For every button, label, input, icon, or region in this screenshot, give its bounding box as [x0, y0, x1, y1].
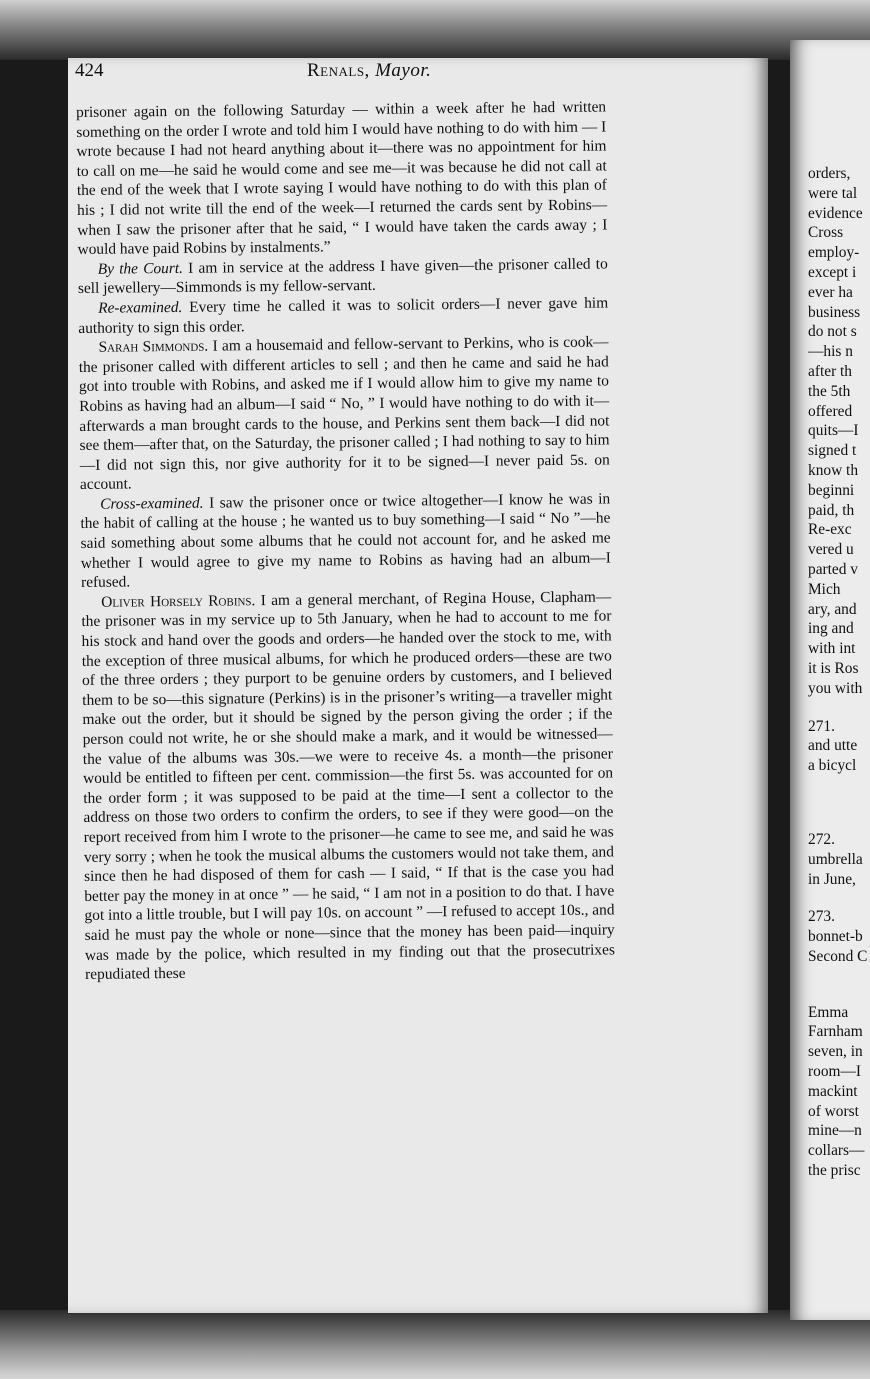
right-page-line: ever ha [808, 283, 853, 301]
speaker-label: By the Court. [97, 259, 184, 278]
right-page-line: parted v [808, 560, 858, 578]
right-page-line: bonnet-b [808, 928, 863, 946]
right-page-line: seven, in [808, 1043, 863, 1061]
paragraph [76, 97, 608, 259]
right-page-line: business [808, 303, 861, 321]
right-page-line: 271. [808, 717, 835, 735]
right-page-line: ary, and [808, 600, 857, 618]
paragraph [78, 333, 610, 495]
right-page-line: vered u [808, 541, 854, 559]
section-gap [808, 812, 870, 830]
paragraph-text: I am a general merchant, of Regina House, Clapham—the prisoner was in my service up to 5th January, when he had to account to me for his stock and hand over the goods and orders—he handed over the stock to me, with the exception of three musical albums, for which he produced orders—these are two of the three orders ; they purport to be genuine orders by customers, and I believed them to be so—this signature (Perkins) is in the prisoner’s writing—a traveller might make out the order, but it should be signed by the person giving the order ; if the person could not write, he or she should make a mark, and it would be witnessed—the value of the albums was 30s.—we were to receive 4s. a month—the prisoner would be entitled to fifteen per cent. commission—the first 5s. was accounted for on the order form ; it was supposed to be paid at the time—I sent a collector to the address on those two orders to confirm the orders, to see if they were good—on the report received from him I wrote to the prisoner—he came to see me, and said he was very sorry ; when he took the musical albums the customers would not take them, and since then he had disposed of them for cash — I said, “ If that is the case you had better pay the money in at once ” — he said, “ I am not in a position to do that. I have got into a little trouble, but I will pay 10s. on account ” —I refused to accept 10s., and said he must pay the whole or none—since that the money has been paid—inquiry was made by the police, which resulted in my finding out that the prosecutrixes repudiated these [81, 588, 615, 984]
right-page-line: employ- [808, 244, 860, 262]
right-page-line: Cross [808, 224, 844, 242]
right-page-line: evidence [808, 204, 863, 222]
right-page-line: a bicycl [808, 757, 857, 775]
right-page-line: of worst [808, 1102, 859, 1120]
paragraph [81, 587, 615, 984]
running-head-title: Mayor. [375, 60, 432, 81]
right-page-line: it is Ros [808, 659, 859, 677]
page-header [75, 60, 635, 82]
right-page-line: know th [808, 461, 859, 479]
speaker-label: Cross-examined. [100, 494, 204, 513]
right-page-line: were tal [808, 184, 858, 202]
section-gap [808, 967, 870, 985]
right-page-line: collars— [808, 1142, 865, 1160]
paragraph-text: prisoner again on the following Saturday — within a week after he had written something on the order I wrote and told him I would have nothing to do with him — I wrote because I had not heard anything about it—there was no appointment for him to call on me—he said he would come and see me—it was because he did not call at the end of the week that I wrote saying I would have nothing to do with this plan of his ; I did not write till the end of the week—I returned the cards sent by Robins—when I saw the prisoner after that he said, “ I would have taken the cards away ; I would have paid Robins by instalments.” [76, 98, 608, 259]
right-page-line: the prisc [808, 1162, 861, 1180]
right-page-line: and utte [808, 737, 858, 755]
paragraph-text: I am a housemaid and fellow-servant to Perkins, who is cook—the prisoner called with different articles to sell ; and then he came and said he had got into trouble with Robins, and asked me if I would allow him to give my name to Robins as having had an album—I said “ No, ” I would have nothing to do with it—afterwards a man brought cards to the house, and Perkins sent them back—I did not see them—after that, on the Saturday, the prisoner called ; I had nothing to say to him—I did not sign this, nor give authority for it to be signed—I never paid 5s. on account. [78, 333, 610, 494]
right-page-line: Mich [808, 580, 841, 598]
right-page-line: the 5th [808, 382, 851, 400]
paragraph [78, 254, 608, 299]
section-gap [808, 889, 870, 907]
right-page-line: offered [808, 402, 853, 420]
right-page-line: mackint [808, 1082, 858, 1100]
running-head-name: Renals, [307, 60, 370, 81]
right-page-line: —his n [808, 343, 853, 361]
right-page-line: beginni [808, 481, 855, 499]
right-page-line: umbrella [808, 850, 863, 868]
right-page-line: after th [808, 362, 853, 380]
right-page-line: you with [808, 679, 863, 697]
right-page-line: except i [808, 263, 857, 281]
right-page-line: Re-exc [808, 521, 852, 539]
right-page-line: mine—n [808, 1122, 862, 1140]
right-page-line: signed t [808, 442, 857, 460]
section-gap [808, 699, 870, 717]
right-page-line: with int [808, 640, 856, 658]
right-page-line: in June, [808, 870, 856, 888]
right-page-line: Second C [808, 947, 868, 965]
page-number: 424 [75, 60, 104, 81]
book-top-edge [0, 0, 870, 60]
paragraph-text: I saw the prisoner once or twice altogether—I know he was in the habit of calling at the house ; he wanted us to buy something—I said “ No ”—he said something about some albums that he could not account for, and he asked me whether I would agree to give my name to Robins as having had an album—I refused. [80, 490, 611, 592]
witness-name: Sarah Simmonds. [98, 337, 209, 356]
section-gap [808, 776, 870, 794]
running-head [307, 60, 431, 82]
right-page-line: room—I [808, 1063, 862, 1081]
right-page-line: Farnham [808, 1023, 863, 1041]
right-page-text [808, 164, 870, 1181]
right-page-line: quits—I [808, 422, 859, 440]
right-page [790, 40, 870, 1320]
paragraph-text: Every time he called it was to solicit orders—I never gave him authority to sign this order. [78, 294, 609, 337]
right-page-line: do not s [808, 323, 857, 341]
right-page-line: 273. [808, 908, 835, 926]
right-page-line: 272. [808, 830, 835, 848]
section-gap [808, 985, 870, 1003]
paragraph [78, 293, 608, 338]
page-body-text [76, 97, 615, 984]
paragraph-text: I am in service at the address I have given—the prisoner called to sell jewellery—Simmonds is my fellow-servant. [77, 255, 608, 298]
book-bottom-edge [0, 1310, 870, 1379]
right-page-line: ing and [808, 620, 854, 638]
speaker-label: Re-examined. [98, 298, 183, 317]
right-page-line: orders, [808, 165, 851, 182]
right-page-line: Emma [808, 1003, 849, 1021]
paragraph [80, 489, 611, 593]
section-gap [808, 794, 870, 812]
right-page-line: paid, th [808, 501, 855, 519]
witness-name: Oliver Horsely Robins. [101, 591, 256, 611]
